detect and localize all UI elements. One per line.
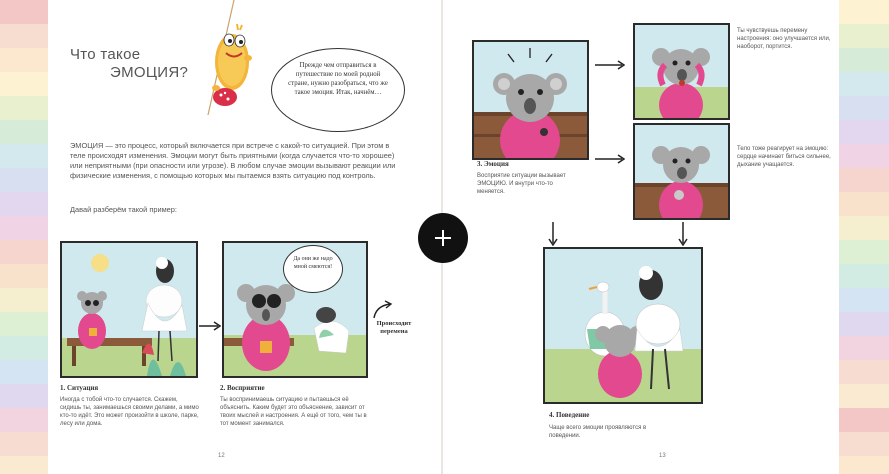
stripe xyxy=(839,72,889,96)
step2-text: Ты воспринимаешь ситуацию и пытаешься её объяснить. Каким будет это объяснение, зависит от твоих мыслей и настроения. А ещё от того, чем ты в тот момент занимался. xyxy=(220,397,367,427)
stripe xyxy=(839,360,889,384)
mascot-illustration xyxy=(190,0,270,115)
bubble-text: Прежде чем отправиться в путешествие по моей родной стране, нужно разобраться, что же такое эмоция. Итак, начнём… xyxy=(288,62,388,96)
stripe xyxy=(839,0,889,24)
arrow-right-icon xyxy=(595,151,625,161)
panel-mood xyxy=(633,23,730,120)
stripe xyxy=(0,192,48,216)
stripe xyxy=(0,264,48,288)
stripe xyxy=(0,360,48,384)
stripe xyxy=(839,288,889,312)
panel2-bubble-text: Да они же надо мной смеются! xyxy=(293,256,333,270)
stripe xyxy=(0,144,48,168)
stripe xyxy=(839,384,889,408)
left-rainbow-stripes xyxy=(0,0,48,474)
stripe xyxy=(839,96,889,120)
stripe xyxy=(0,72,48,96)
panel-behavior xyxy=(543,247,703,404)
step1-text: Иногда с тобой что-то случается. Скажем, сидишь ты, занимаешься своими делами, а мимо кто-то идёт. Это может произойти в школе, парке, лесу или дома. xyxy=(60,397,199,427)
stripe xyxy=(0,384,48,408)
arrow-down-icon xyxy=(677,222,689,246)
stripe xyxy=(839,240,889,264)
stripe xyxy=(0,168,48,192)
stripe xyxy=(839,144,889,168)
note-mood-change: Ты чувствуешь перемену настроения: оно улучшается или, наоборот, портится. xyxy=(737,28,831,50)
stripe xyxy=(0,0,48,24)
intro-paragraph: ЭМОЦИЯ — это процесс, который включается при встрече с какой-то ситуацией. При этом в теле происходят изменения. Эмоции могут быть приятными (когда случается что-то хорошее) или неприятными (при опасности или угрозе). В любом случае эмоции вызывают реакции или физические изменения, с помощью которых мы пытаемся взять ситуацию под контроль. xyxy=(70,141,396,180)
page-number-right: 13 xyxy=(659,453,666,459)
stripe xyxy=(839,336,889,360)
panel2-speech-bubble xyxy=(283,245,343,293)
stripe xyxy=(0,336,48,360)
stripe xyxy=(839,216,889,240)
arrow-down-icon xyxy=(547,222,559,246)
stripe xyxy=(839,24,889,48)
stripe xyxy=(839,48,889,72)
stripe xyxy=(839,168,889,192)
step3-text: Восприятие ситуации вызывает ЭМОЦИЮ. И внутри что-то меняется. xyxy=(477,173,566,195)
stripe xyxy=(839,192,889,216)
stripe xyxy=(839,432,889,456)
panel-body-reaction xyxy=(633,123,730,220)
stripe xyxy=(839,312,889,336)
stripe xyxy=(0,432,48,456)
mood-change-label: Происходит перемена xyxy=(376,320,412,335)
step4-text: Чаще всего эмоции проявляются в поведении. xyxy=(549,425,647,439)
stripe xyxy=(0,96,48,120)
stripe xyxy=(839,456,889,474)
stripe xyxy=(0,312,48,336)
stripe xyxy=(839,120,889,144)
example-intro: Давай разберём такой пример: xyxy=(70,205,177,214)
title-line2: ЭМОЦИЯ? xyxy=(110,64,189,81)
note-body-reaction: Тело тоже реагирует на эмоцию: сердце начинает биться сильнее, дыхание учащается. xyxy=(737,146,831,168)
page-number-left: 12 xyxy=(218,453,225,459)
stripe xyxy=(839,264,889,288)
curved-arrow-icon xyxy=(372,300,394,320)
stripe xyxy=(0,216,48,240)
panel-emotion xyxy=(472,40,589,160)
step4-title: 4. Поведение xyxy=(549,411,590,419)
stripe xyxy=(0,24,48,48)
arrow-right-icon xyxy=(199,318,221,328)
arrow-right-icon xyxy=(595,57,625,67)
mascot-speech-bubble xyxy=(271,48,405,132)
stripe xyxy=(839,408,889,432)
step3-title: 3. Эмоция xyxy=(477,160,509,168)
panel-situation xyxy=(60,241,198,378)
stripe xyxy=(0,456,48,474)
right-rainbow-stripes xyxy=(839,0,889,474)
stripe xyxy=(0,48,48,72)
stripe xyxy=(0,120,48,144)
plus-icon xyxy=(418,213,468,263)
stripe xyxy=(0,288,48,312)
step1-title: 1. Ситуация xyxy=(60,384,99,392)
stripe xyxy=(0,408,48,432)
title-line1: Что такое xyxy=(70,46,141,63)
stripe xyxy=(0,240,48,264)
step2-title: 2. Восприятие xyxy=(220,384,265,392)
